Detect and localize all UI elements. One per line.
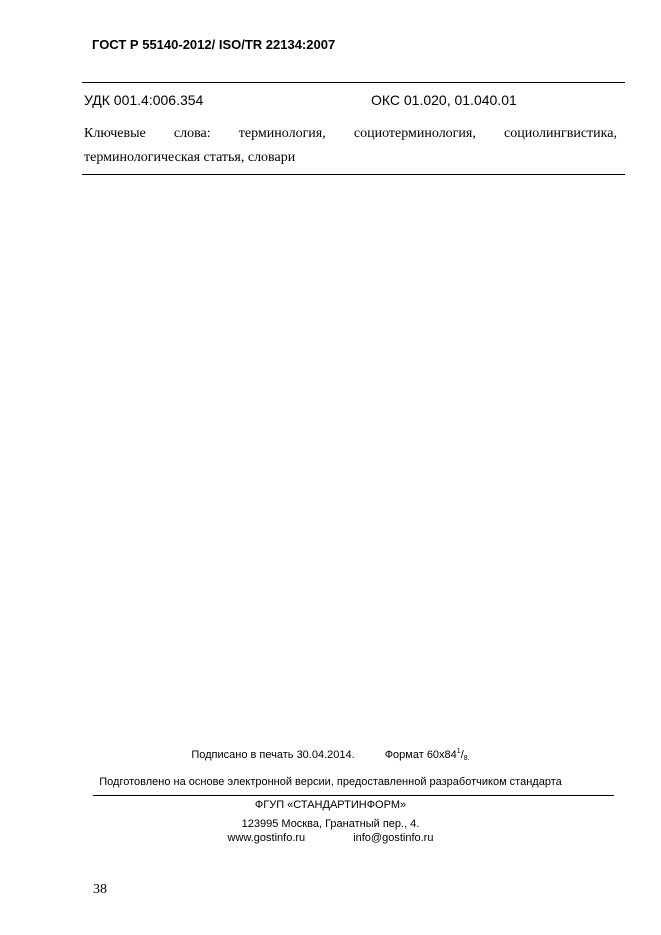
- top-divider: [82, 82, 625, 83]
- keyword-word: социотерминология,: [353, 126, 476, 141]
- publisher-contacts: [0, 832, 661, 844]
- signed-date: Подписано в печать 30.04.2014.: [191, 749, 355, 761]
- prepared-note: Подготовлено на основе электронной версии, предоставленной разработчиком стандарта: [99, 776, 562, 788]
- document-code-header: ГОСТ Р 55140-2012/ ISO/TR 22134:2007: [92, 37, 336, 52]
- oks-code: ОКС 01.020, 01.040.01: [371, 92, 517, 108]
- website-link[interactable]: www.gostinfo.ru: [227, 832, 306, 844]
- keyword-word: слова:: [173, 126, 211, 141]
- email-link[interactable]: info@gostinfo.ru: [353, 832, 434, 844]
- keywords-block: [84, 122, 617, 170]
- keyword-word: социолингвистика,: [504, 126, 617, 141]
- keyword-word: терминология,: [238, 126, 326, 141]
- format-label: Формат $60x84^1/8$.: [384, 748, 470, 762]
- keyword-word: Ключевые: [84, 126, 146, 141]
- publisher-address: 123995 Москва, Гранатный пер., 4.: [241, 818, 420, 830]
- imprint-signed-row: [0, 748, 661, 762]
- publisher-name: ФГУП «СТАНДАРТИНФОРМ»: [254, 799, 407, 811]
- publisher-divider: [93, 795, 614, 796]
- udk-code: УДК 001.4:006.354: [84, 92, 204, 108]
- keywords-divider: [82, 174, 625, 175]
- keywords-line-2: терминологическая статья, словари: [84, 150, 296, 165]
- page-number: 38: [93, 882, 107, 897]
- keywords-line-1: [84, 122, 617, 146]
